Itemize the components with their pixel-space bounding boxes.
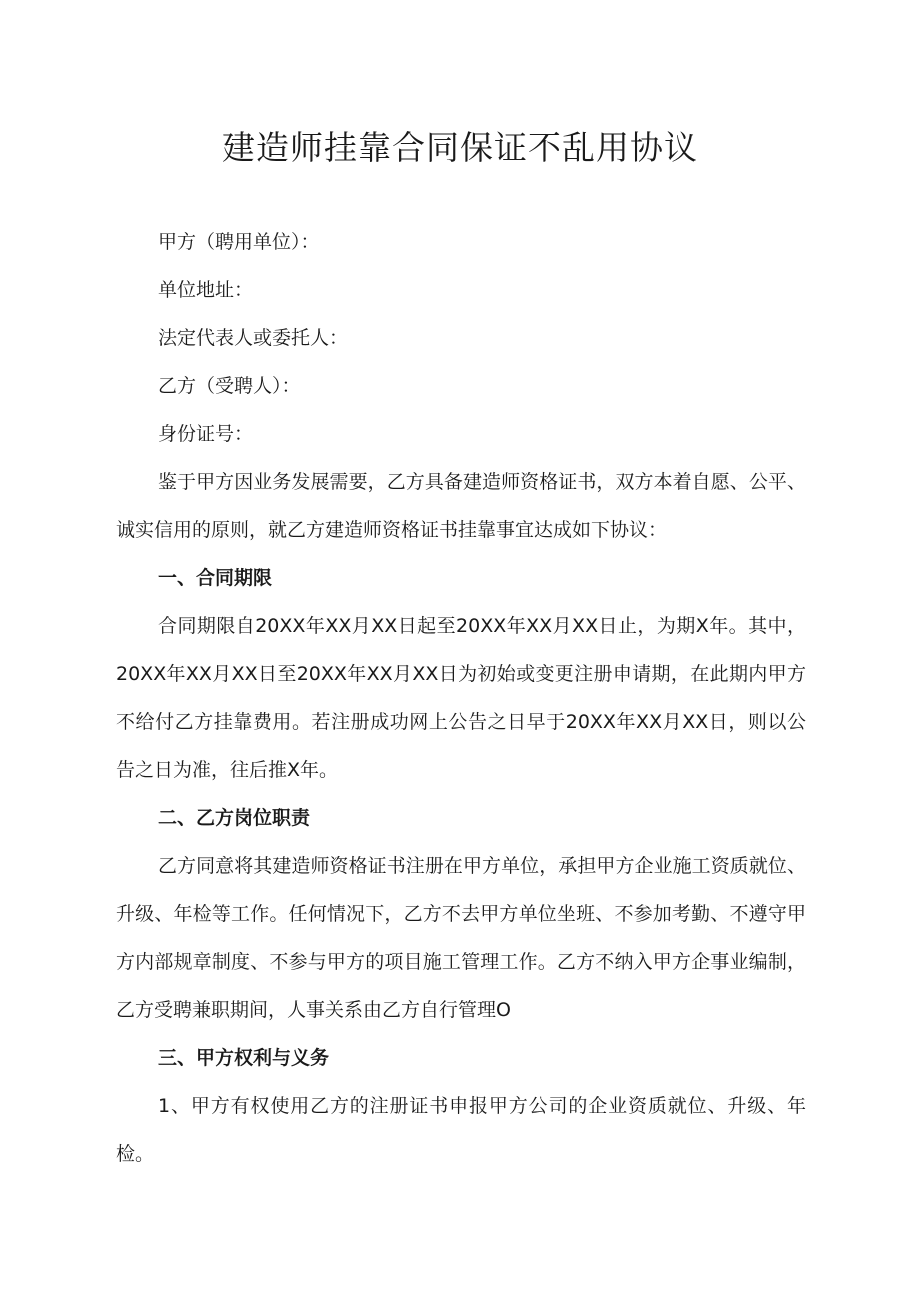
- section-heading-rights: 三、甲方权利与义务: [158, 1047, 330, 1069]
- legal-representative: 法定代表人或委托人：: [158, 327, 349, 349]
- section-heading-term: 一、合同期限: [158, 567, 273, 589]
- section-heading-duties: 二、乙方岗位职责: [158, 807, 311, 829]
- section-item-rights-1: 1、甲方有权使用乙方的注册证书申报甲方公司的企业资质就位、升级、年检。: [116, 1095, 806, 1165]
- party-a-name: 甲方（聘用单位）：: [158, 231, 320, 253]
- preamble-paragraph: 鉴于甲方因业务发展需要，乙方具备建造师资格证书，双方本着自愿、公平、诚实信用的原则，就乙方建造师资格证书挂靠事宜达成如下协议：: [116, 471, 806, 541]
- section-body-term: 合同期限自20XX年XX月XX日起至20XX年XX月XX日止，为期X年。其中，20XX年XX月XX日至20XX年XX月XX日为初始或变更注册申请期，在此期内甲方不给付乙方挂靠费用。若注册成功网上公告之日早于20XX年XX月XX日，则以公告之日为准，往后推X年。: [116, 615, 806, 781]
- party-b-id-number: 身份证号：: [158, 423, 254, 445]
- section-body-duties: 乙方同意将其建造师资格证书注册在甲方单位，承担甲方企业施工资质就位、升级、年检等工作。任何情况下，乙方不去甲方单位坐班、不参加考勤、不遵守甲方内部规章制度、不参与甲方的项目施工管理工作。乙方不纳入甲方企事业编制，乙方受聘兼职期间，人事关系由乙方自行管理O: [116, 855, 806, 1021]
- party-a-address: 单位地址：: [158, 279, 254, 301]
- party-b-name: 乙方（受聘人）：: [158, 375, 301, 397]
- document-body: [116, 218, 806, 1178]
- document-title: 建造师挂靠合同保证不乱用协议: [222, 128, 698, 167]
